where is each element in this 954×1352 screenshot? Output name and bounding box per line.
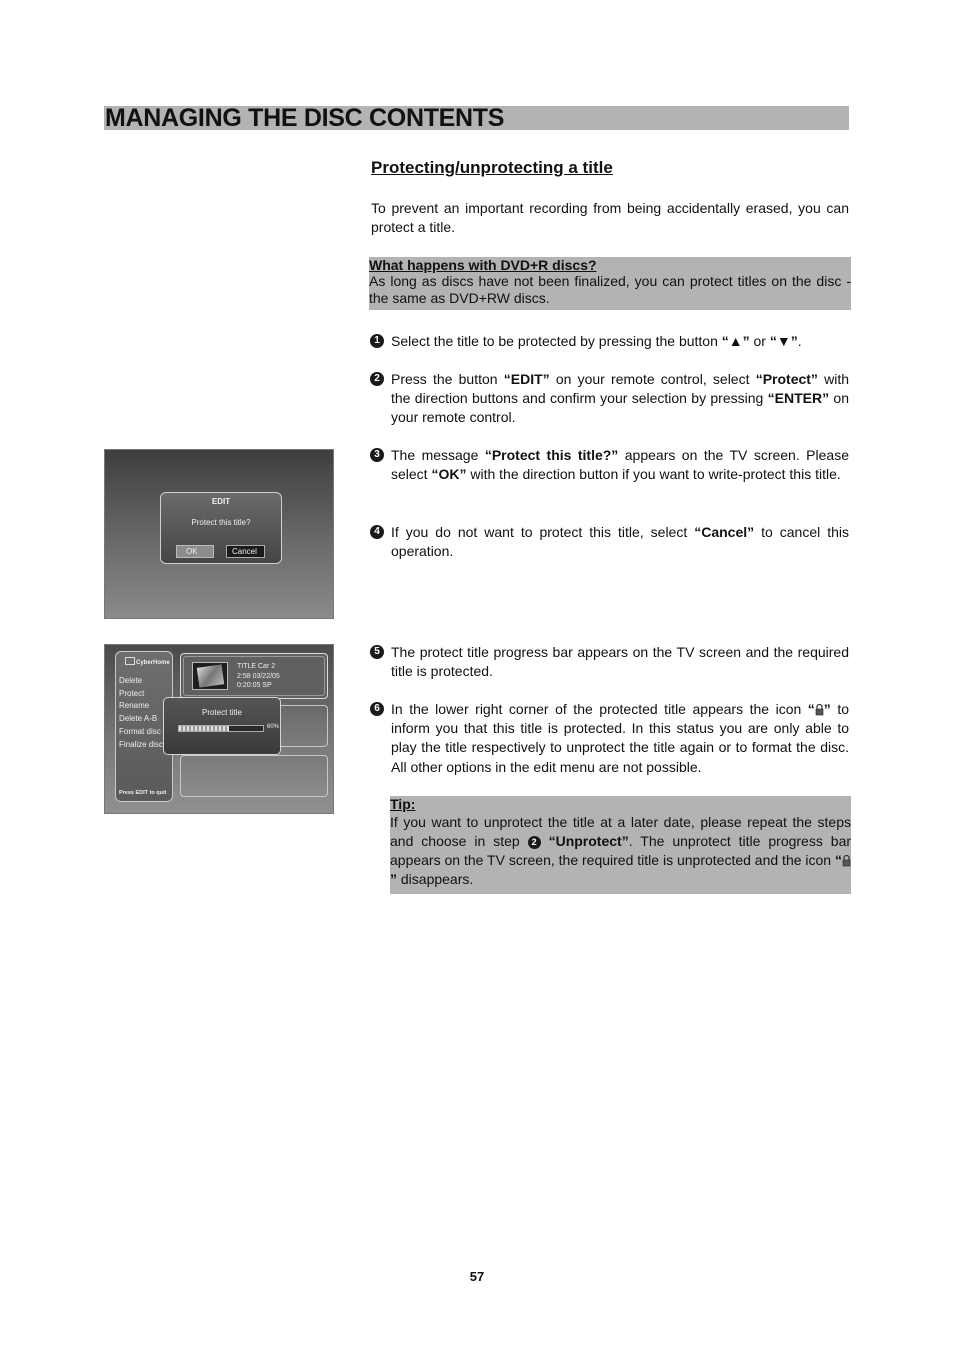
step-number-icon: 5 bbox=[370, 645, 384, 659]
tip-heading: Tip: bbox=[390, 796, 416, 812]
step-number-icon: 2 bbox=[370, 372, 384, 386]
intro-paragraph: To prevent an important recording from being accidentally erased, you can protect a title. bbox=[371, 200, 849, 236]
step-5: 5 The protect title progress bar appears on the TV screen and the required title is protected. bbox=[370, 643, 849, 681]
menu-item-protect[interactable]: Protect bbox=[119, 689, 145, 698]
step-number-icon: 6 bbox=[370, 702, 384, 716]
step-number-icon: 1 bbox=[370, 334, 384, 348]
cancel-button[interactable]: Cancel bbox=[226, 545, 265, 558]
tv-screen-protect-progress bbox=[104, 644, 334, 814]
progress-bar bbox=[178, 725, 264, 732]
page-title: MANAGING THE DISC CONTENTS bbox=[105, 104, 505, 132]
tip-text: If you want to unprotect the title at a later date, please repeat the steps and choose in step 2 “Unprotect”. The unprotect title progress bar appears on the TV screen, the required title is unprotected and the icon “” disappears. bbox=[390, 814, 852, 887]
menu-item-delete[interactable]: Delete bbox=[119, 676, 143, 685]
padlock-icon bbox=[842, 854, 851, 867]
menu-item-rename[interactable]: Rename bbox=[119, 701, 150, 710]
title-card-selected[interactable] bbox=[180, 653, 328, 699]
title-info: TITLE Car 2 2:58 03/22/05 0:20:05 SP bbox=[237, 663, 280, 689]
step-number-icon: 2 bbox=[528, 836, 541, 849]
edit-dialog bbox=[160, 492, 282, 564]
dialog-message: Protect this title? bbox=[191, 518, 251, 527]
step-number-icon: 4 bbox=[370, 525, 384, 539]
section-title: Protecting/unprotecting a title bbox=[371, 158, 613, 177]
page-number: 57 bbox=[469, 1269, 485, 1284]
step-6: 6 In the lower right corner of the protected title appears the icon “ ” to inform you that this title is protected. In this status you are only able to play the title respectively to unprotect the title again or to format the disc. All other options in the edit menu are not possible. bbox=[370, 700, 849, 777]
quit-hint: Press EDIT to quit bbox=[119, 790, 167, 796]
padlock-icon bbox=[815, 703, 824, 716]
step-2: 2 Press the button “EDIT” on your remote control, select “Protect” with the direction buttons and confirm your selection by pressing “ENTER” on your remote control. bbox=[370, 370, 849, 428]
dvd-note-heading: What happens with DVD+R discs? bbox=[369, 257, 597, 273]
dvd-note-text: As long as discs have not been finalized, you can protect titles on the disc - the same as DVD+RW discs. bbox=[369, 273, 851, 306]
progress-bar-fill bbox=[179, 726, 229, 731]
menu-item-finalize-disc[interactable]: Finalize disc bbox=[119, 740, 164, 749]
brand-logo: CyberHome bbox=[125, 657, 170, 666]
step-4: 4 If you do not want to protect this title, select “Cancel” to cancel this operation. bbox=[370, 523, 849, 561]
step-3: 3 The message “Protect this title?” appears on the TV screen. Please select “OK” with the direction button if you want to write-protect this title. bbox=[370, 446, 849, 484]
title-card[interactable] bbox=[180, 755, 328, 797]
tv-screen-protect-dialog bbox=[104, 449, 334, 619]
step-1: 1 Select the title to be protected by pressing the button “▲” or “▼”. bbox=[370, 332, 849, 351]
menu-item-delete-a-b[interactable]: Delete A-B bbox=[119, 714, 158, 723]
dvd-note-box bbox=[369, 257, 851, 310]
tip-box bbox=[390, 796, 851, 894]
ok-button[interactable]: OK bbox=[176, 545, 214, 558]
progress-title: Protect title bbox=[201, 708, 242, 717]
progress-percent: 60% bbox=[267, 724, 280, 730]
logo-icon bbox=[125, 657, 135, 665]
menu-item-format-disc[interactable]: Format disc bbox=[119, 727, 161, 736]
title-thumbnail bbox=[192, 662, 228, 690]
protect-progress-dialog bbox=[163, 697, 281, 755]
step-number-icon: 3 bbox=[370, 448, 384, 462]
dialog-title: EDIT bbox=[211, 497, 231, 506]
